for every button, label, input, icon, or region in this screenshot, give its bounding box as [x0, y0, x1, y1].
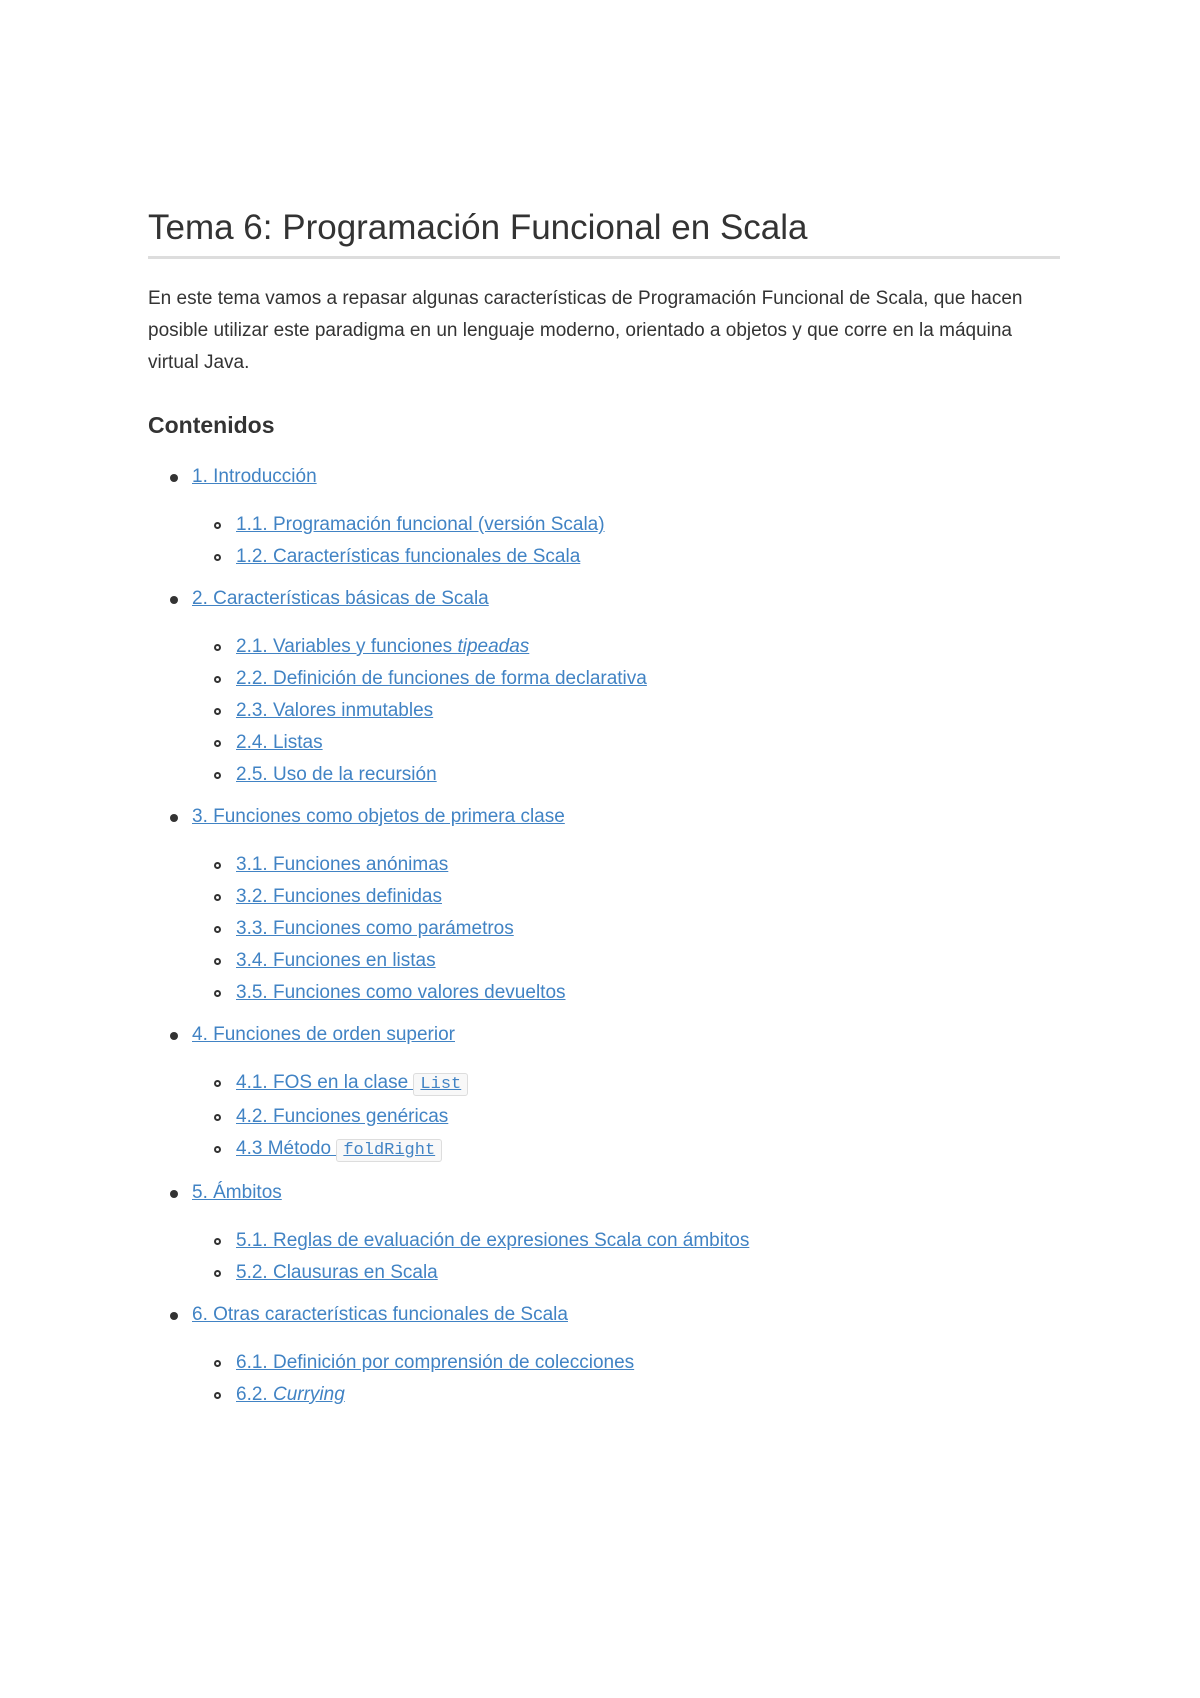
toc-subsection: [192, 541, 1060, 573]
circle-bullet-icon: [214, 740, 221, 747]
toc-section: [148, 1019, 1060, 1167]
intro-paragraph: En este tema vamos a repasar algunas características de Programación Funcional de Scala, que hacen posible utilizar este paradigma en un lenguaje moderno, orientado a objetos y que corre en la máquina virtual Java.: [148, 288, 1023, 373]
toc-subsection-label: 1.2. Características funcionales de Scala: [236, 546, 581, 567]
contents-heading: Contenidos: [148, 412, 275, 438]
toc-subsection: [192, 663, 1060, 695]
toc-subsection-list: [192, 849, 1060, 1009]
circle-bullet-icon: [214, 708, 221, 715]
toc-subsection-label: 2.4. Listas: [236, 732, 323, 753]
circle-bullet-icon: [214, 676, 221, 683]
bullet-icon: [170, 1312, 178, 1320]
toc-subsection-link[interactable]: [236, 1384, 345, 1405]
toc-subsection-list: [192, 509, 1060, 573]
toc-subsection-label: 4.2. Funciones genéricas: [236, 1106, 449, 1127]
toc-subsection-link[interactable]: [236, 886, 442, 907]
toc-subsection-link[interactable]: [236, 764, 437, 785]
circle-bullet-icon: [214, 990, 221, 997]
toc-subsection-code: foldRight: [336, 1139, 442, 1162]
toc-subsection-list: [192, 1067, 1060, 1167]
circle-bullet-icon: [214, 1270, 221, 1277]
toc-subsection-link[interactable]: [236, 950, 436, 971]
toc-subsection-label: 4.1. FOS en la clase: [236, 1072, 414, 1093]
circle-bullet-icon: [214, 644, 221, 651]
toc-subsection: [192, 1067, 1060, 1101]
toc-section-link[interactable]: 5. Ámbitos: [192, 1182, 282, 1203]
toc-subsection-link[interactable]: [236, 1262, 438, 1283]
toc-subsection-label: 2.3. Valores inmutables: [236, 700, 434, 721]
toc-subsection-label: 3.1. Funciones anónimas: [236, 854, 449, 875]
toc-subsection: [192, 1347, 1060, 1379]
toc-subsection: [192, 913, 1060, 945]
toc-subsection-label: 3.3. Funciones como parámetros: [236, 918, 514, 939]
toc-subsection-link[interactable]: [236, 982, 566, 1003]
circle-bullet-icon: [214, 1360, 221, 1367]
circle-bullet-icon: [214, 1114, 221, 1121]
toc-subsection-label: 2.5. Uso de la recursión: [236, 764, 437, 785]
toc-subsection-list: [192, 1347, 1060, 1411]
circle-bullet-icon: [214, 772, 221, 779]
circle-bullet-icon: [214, 1238, 221, 1245]
toc-subsection: [192, 509, 1060, 541]
bullet-icon: [170, 814, 178, 822]
toc-section: [148, 583, 1060, 791]
toc-subsection: [192, 1257, 1060, 1289]
toc-subsection-link[interactable]: [236, 1106, 448, 1127]
toc-subsection: [192, 945, 1060, 977]
toc-subsection-list: [192, 1225, 1060, 1289]
bullet-icon: [170, 1032, 178, 1040]
toc-subsection: [192, 1133, 1060, 1167]
bullet-icon: [170, 474, 178, 482]
toc-subsection: [192, 695, 1060, 727]
toc-subsection-link[interactable]: [236, 1230, 749, 1251]
circle-bullet-icon: [214, 1080, 221, 1087]
toc-subsection-label: 2.2. Definición de funciones de forma declarativa: [236, 668, 647, 689]
toc-section-link[interactable]: 2. Características básicas de Scala: [192, 588, 489, 609]
circle-bullet-icon: [214, 894, 221, 901]
toc-subsection-link[interactable]: [236, 732, 323, 753]
toc-section-link[interactable]: 4. Funciones de orden superior: [192, 1024, 455, 1045]
toc-subsection: [192, 631, 1060, 663]
toc-subsection-label: 3.2. Funciones definidas: [236, 886, 442, 907]
toc-subsection-link[interactable]: [236, 668, 647, 689]
toc-subsection: [192, 977, 1060, 1009]
toc-section: [148, 1177, 1060, 1289]
circle-bullet-icon: [214, 1392, 221, 1399]
toc-subsection-label: 2.1. Variables y funciones: [236, 636, 458, 657]
toc-subsection-label: 5.1. Reglas de evaluación de expresiones Scala con ámbitos: [236, 1230, 750, 1251]
page-title: Tema 6: Programación Funcional en Scala: [148, 200, 1060, 259]
toc-subsection: [192, 727, 1060, 759]
toc-subsection: [192, 1379, 1060, 1411]
toc-subsection-link[interactable]: [236, 854, 448, 875]
toc-subsection-link[interactable]: [236, 1072, 468, 1093]
circle-bullet-icon: [214, 522, 221, 529]
circle-bullet-icon: [214, 554, 221, 561]
toc-section: [148, 1299, 1060, 1411]
toc-subsection-link[interactable]: [236, 1138, 442, 1159]
toc-subsection-label: 4.3 Método: [236, 1138, 337, 1159]
toc-subsection-link[interactable]: [236, 918, 514, 939]
toc-subsection-label: 3.4. Funciones en listas: [236, 950, 436, 971]
toc-subsection-label: 5.2. Clausuras en Scala: [236, 1262, 438, 1283]
toc-section-link[interactable]: 6. Otras características funcionales de Scala: [192, 1304, 568, 1325]
toc-subsection-link[interactable]: [236, 636, 529, 657]
toc-subsection: [192, 1101, 1060, 1133]
toc-subsection-label: 6.2.: [236, 1384, 273, 1405]
toc-subsection-code: List: [413, 1073, 468, 1096]
toc-subsection: [192, 881, 1060, 913]
toc-subsection-label: 1.1. Programación funcional (versión Scala): [236, 514, 605, 535]
toc-subsection-list: [192, 631, 1060, 791]
circle-bullet-icon: [214, 1146, 221, 1153]
toc-subsection: [192, 849, 1060, 881]
circle-bullet-icon: [214, 958, 221, 965]
toc-section: [148, 461, 1060, 573]
table-of-contents: [148, 461, 1060, 1411]
toc-subsection: [192, 759, 1060, 791]
bullet-icon: [170, 1190, 178, 1198]
toc-subsection: [192, 1225, 1060, 1257]
toc-subsection-label: 3.5. Funciones como valores devueltos: [236, 982, 566, 1003]
document-content: [148, 200, 1060, 1421]
toc-section-link[interactable]: 1. Introducción: [192, 466, 317, 487]
toc-subsection-link[interactable]: [236, 1352, 634, 1373]
toc-subsection-link[interactable]: [236, 514, 605, 535]
toc-subsection-link[interactable]: [236, 700, 433, 721]
circle-bullet-icon: [214, 926, 221, 933]
circle-bullet-icon: [214, 862, 221, 869]
bullet-icon: [170, 596, 178, 604]
toc-section-link[interactable]: 3. Funciones como objetos de primera clase: [192, 806, 565, 827]
toc-section: [148, 801, 1060, 1009]
toc-subsection-label: 6.1. Definición por comprensión de colecciones: [236, 1352, 635, 1373]
toc-subsection-emphasis: tipeadas: [457, 636, 530, 657]
toc-subsection-emphasis: Currying: [272, 1384, 345, 1405]
toc-subsection-link[interactable]: [236, 546, 580, 567]
